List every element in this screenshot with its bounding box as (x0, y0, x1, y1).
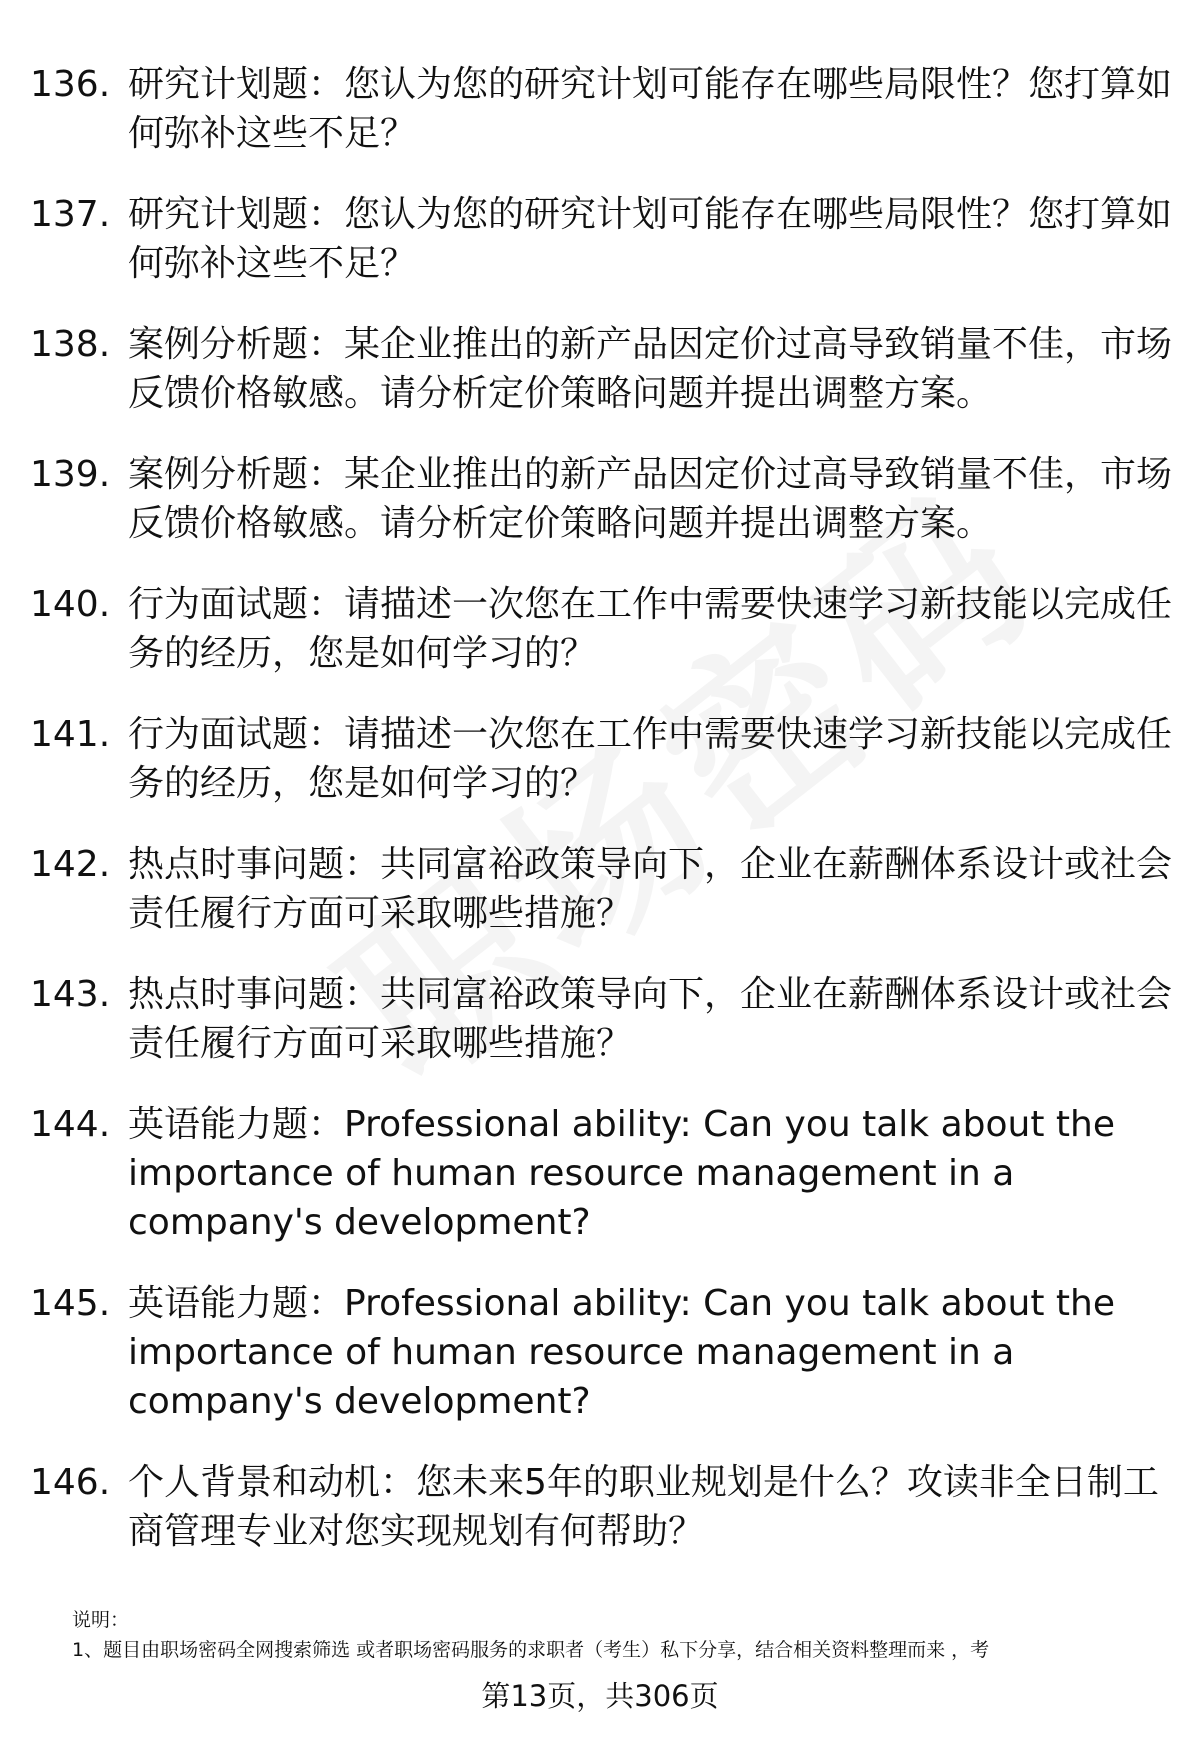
question-number: 136. (30, 64, 111, 105)
question-text: 热点时事问题：共同富裕政策导向下，企业在薪酬体系设计或社会责任履行方面可采取哪些措施？ (128, 974, 1173, 1064)
question-item (30, 710, 1175, 808)
question-list (30, 60, 1175, 1588)
question-text: 英语能力题：Professional ability: Can you talk about the importance of human resource management in a company's development? (128, 1283, 1115, 1422)
question-item (30, 580, 1175, 678)
question-number: 143. (30, 974, 111, 1015)
question-number: 144. (30, 1104, 111, 1145)
question-text: 英语能力题：Professional ability: Can you talk about the importance of human resource management in a company's development? (128, 1104, 1115, 1243)
question-text: 研究计划题：您认为您的研究计划可能存在哪些局限性？您打算如何弥补这些不足？ (128, 64, 1173, 154)
question-text: 行为面试题：请描述一次您在工作中需要快速学习新技能以完成任务的经历，您是如何学习的？ (128, 584, 1173, 674)
question-item (30, 1458, 1175, 1556)
note-section (72, 1605, 1172, 1665)
question-number: 145. (30, 1283, 111, 1324)
question-text: 热点时事问题：共同富裕政策导向下，企业在薪酬体系设计或社会责任履行方面可采取哪些措施？ (128, 844, 1173, 934)
question-number: 139. (30, 454, 111, 495)
page-number: 第13页，共306页 (481, 1679, 719, 1713)
question-text: 案例分析题：某企业推出的新产品因定价过高导致销量不佳，市场反馈价格敏感。请分析定价策略问题并提出调整方案。 (128, 324, 1173, 414)
question-number: 146. (30, 1462, 111, 1503)
question-number: 141. (30, 714, 111, 755)
question-number: 142. (30, 844, 111, 885)
question-item (30, 1100, 1175, 1247)
question-item (30, 970, 1175, 1068)
note-line: 1、题目由职场密码全网搜索筛选 或者职场密码服务的求职者（考生）私下分享，结合相关资料整理而来 ，考 (72, 1639, 990, 1661)
question-item (30, 1279, 1175, 1426)
question-item (30, 450, 1175, 548)
question-item (30, 60, 1175, 158)
question-text: 案例分析题：某企业推出的新产品因定价过高导致销量不佳，市场反馈价格敏感。请分析定价策略问题并提出调整方案。 (128, 454, 1173, 544)
question-text: 研究计划题：您认为您的研究计划可能存在哪些局限性？您打算如何弥补这些不足？ (128, 194, 1173, 284)
question-number: 138. (30, 324, 111, 365)
question-number: 137. (30, 194, 111, 235)
question-item (30, 320, 1175, 418)
question-text: 个人背景和动机：您未来5年的职业规划是什么？攻读非全日制工商管理专业对您实现规划有何帮助？ (128, 1462, 1159, 1552)
question-item (30, 840, 1175, 938)
note-title: 说明： (72, 1609, 130, 1631)
question-item (30, 190, 1175, 288)
question-text: 行为面试题：请描述一次您在工作中需要快速学习新技能以完成任务的经历，您是如何学习的？ (128, 714, 1173, 804)
question-number: 140. (30, 584, 111, 625)
